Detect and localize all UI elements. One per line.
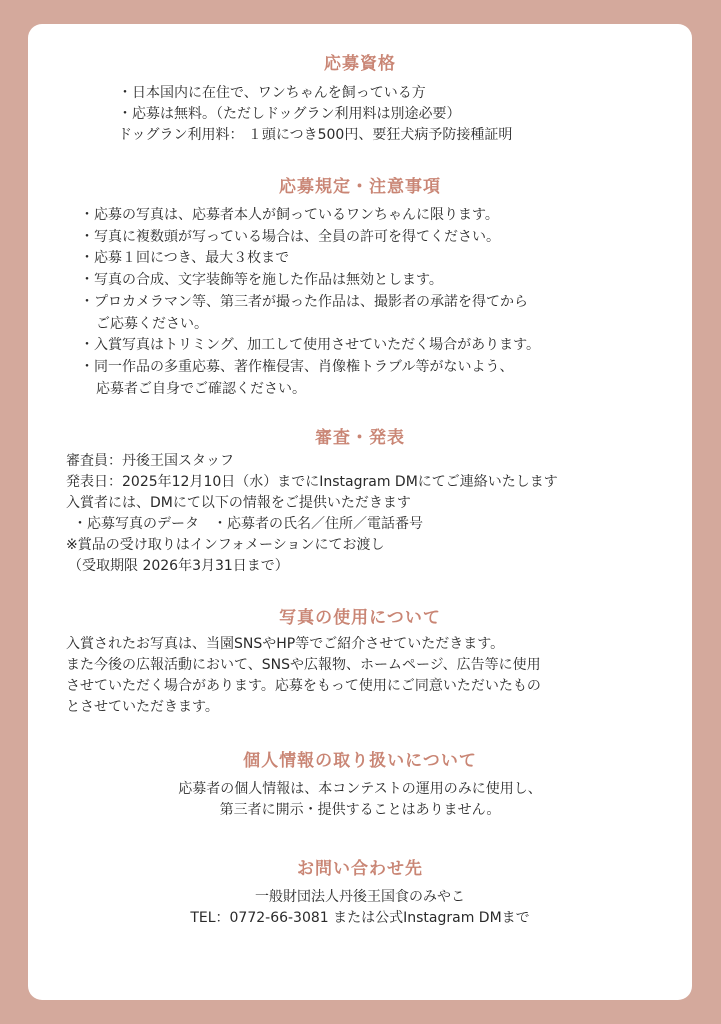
photo-usage-heading: 写真の使用について <box>279 608 441 628</box>
eligibility-line: ・日本国内に在住で、ワンちゃんを飼っている方 <box>118 85 426 101</box>
privacy-line: 応募者の個人情報は、本コンテストの運用のみに使用し、 <box>178 781 542 797</box>
judging-line: 入賞者には、DMにて以下の情報をご提供いただきます <box>66 495 411 511</box>
photo-usage-line: 入賞されたお写真は、当園SNSやHP等でご紹介させていただきます。 <box>66 636 505 652</box>
rules-line: ・同一作品の多重応募、著作権侵害、肖像権トラブル等がないよう、 <box>80 358 514 375</box>
privacy-section <box>28 749 692 821</box>
privacy-heading: 個人情報の取り扱いについて <box>243 751 477 771</box>
judging-line: 発表日：2025年12月10日（水）までにInstagram DMにてご連絡いたします <box>66 474 558 490</box>
photo-usage-section <box>28 606 692 718</box>
rules-line: ご応募ください。 <box>96 315 208 332</box>
rules-line: ・入賞写真はトリミング、加工して使用させていただく場合があります。 <box>80 337 541 354</box>
info-card <box>28 24 692 1000</box>
photo-usage-line: とさせていただきます。 <box>66 699 219 715</box>
contact-phone: TEL：0772-66-3081 または公式Instagram DMまで <box>190 910 530 926</box>
photo-usage-line: させていただく場合があります。応募をもって使用にご同意いただいたもの <box>66 678 541 694</box>
contact-organization: 一般財団法人丹後王国食のみやこ <box>255 889 465 905</box>
judging-line: ※賞品の受け取りはインフォメーションにてお渡し <box>66 537 385 553</box>
contact-heading: お問い合わせ先 <box>297 859 423 879</box>
rules-line: ・写真の合成、文字装飾等を施した作品は無効とします。 <box>80 272 443 289</box>
eligibility-section <box>28 52 692 146</box>
rules-section <box>28 175 692 400</box>
eligibility-line: ・応募は無料。（ただしドッグラン利用料は別途必要） <box>118 106 461 122</box>
photo-usage-line: また今後の広報活動において、SNSや広報物、ホームページ、広告等に使用 <box>66 657 541 673</box>
contact-section <box>28 857 692 929</box>
privacy-line: 第三者に開示・提供することはありません。 <box>219 802 501 818</box>
rules-line: ・写真に複数頭が写っている場合は、全員の許可を得てください。 <box>80 228 500 245</box>
eligibility-line: ドッグラン利用料： １頭につき500円、要狂犬病予防接種証明 <box>118 127 513 143</box>
rules-line: 応募者ご自身でご確認ください。 <box>96 380 306 397</box>
rules-line: ・応募１回につき、最大３枚まで <box>80 250 290 267</box>
judging-heading: 審査・発表 <box>315 428 405 448</box>
judging-line: ・応募写真のデータ ・応募者の氏名／住所／電話番号 <box>73 516 423 532</box>
rules-line: ・プロカメラマン等、第三者が撮った作品は、撮影者の承諾を得てから <box>80 293 528 310</box>
rules-line: ・応募の写真は、応募者本人が飼っているワンちゃんに限ります。 <box>80 207 499 223</box>
rules-heading: 応募規定・注意事項 <box>279 177 441 197</box>
judging-line: （受取期限 2026年3月31日まで） <box>68 558 289 574</box>
judging-section <box>28 426 692 577</box>
eligibility-heading: 応募資格 <box>324 54 396 74</box>
judging-line: 審査員：丹後王国スタッフ <box>66 453 234 469</box>
